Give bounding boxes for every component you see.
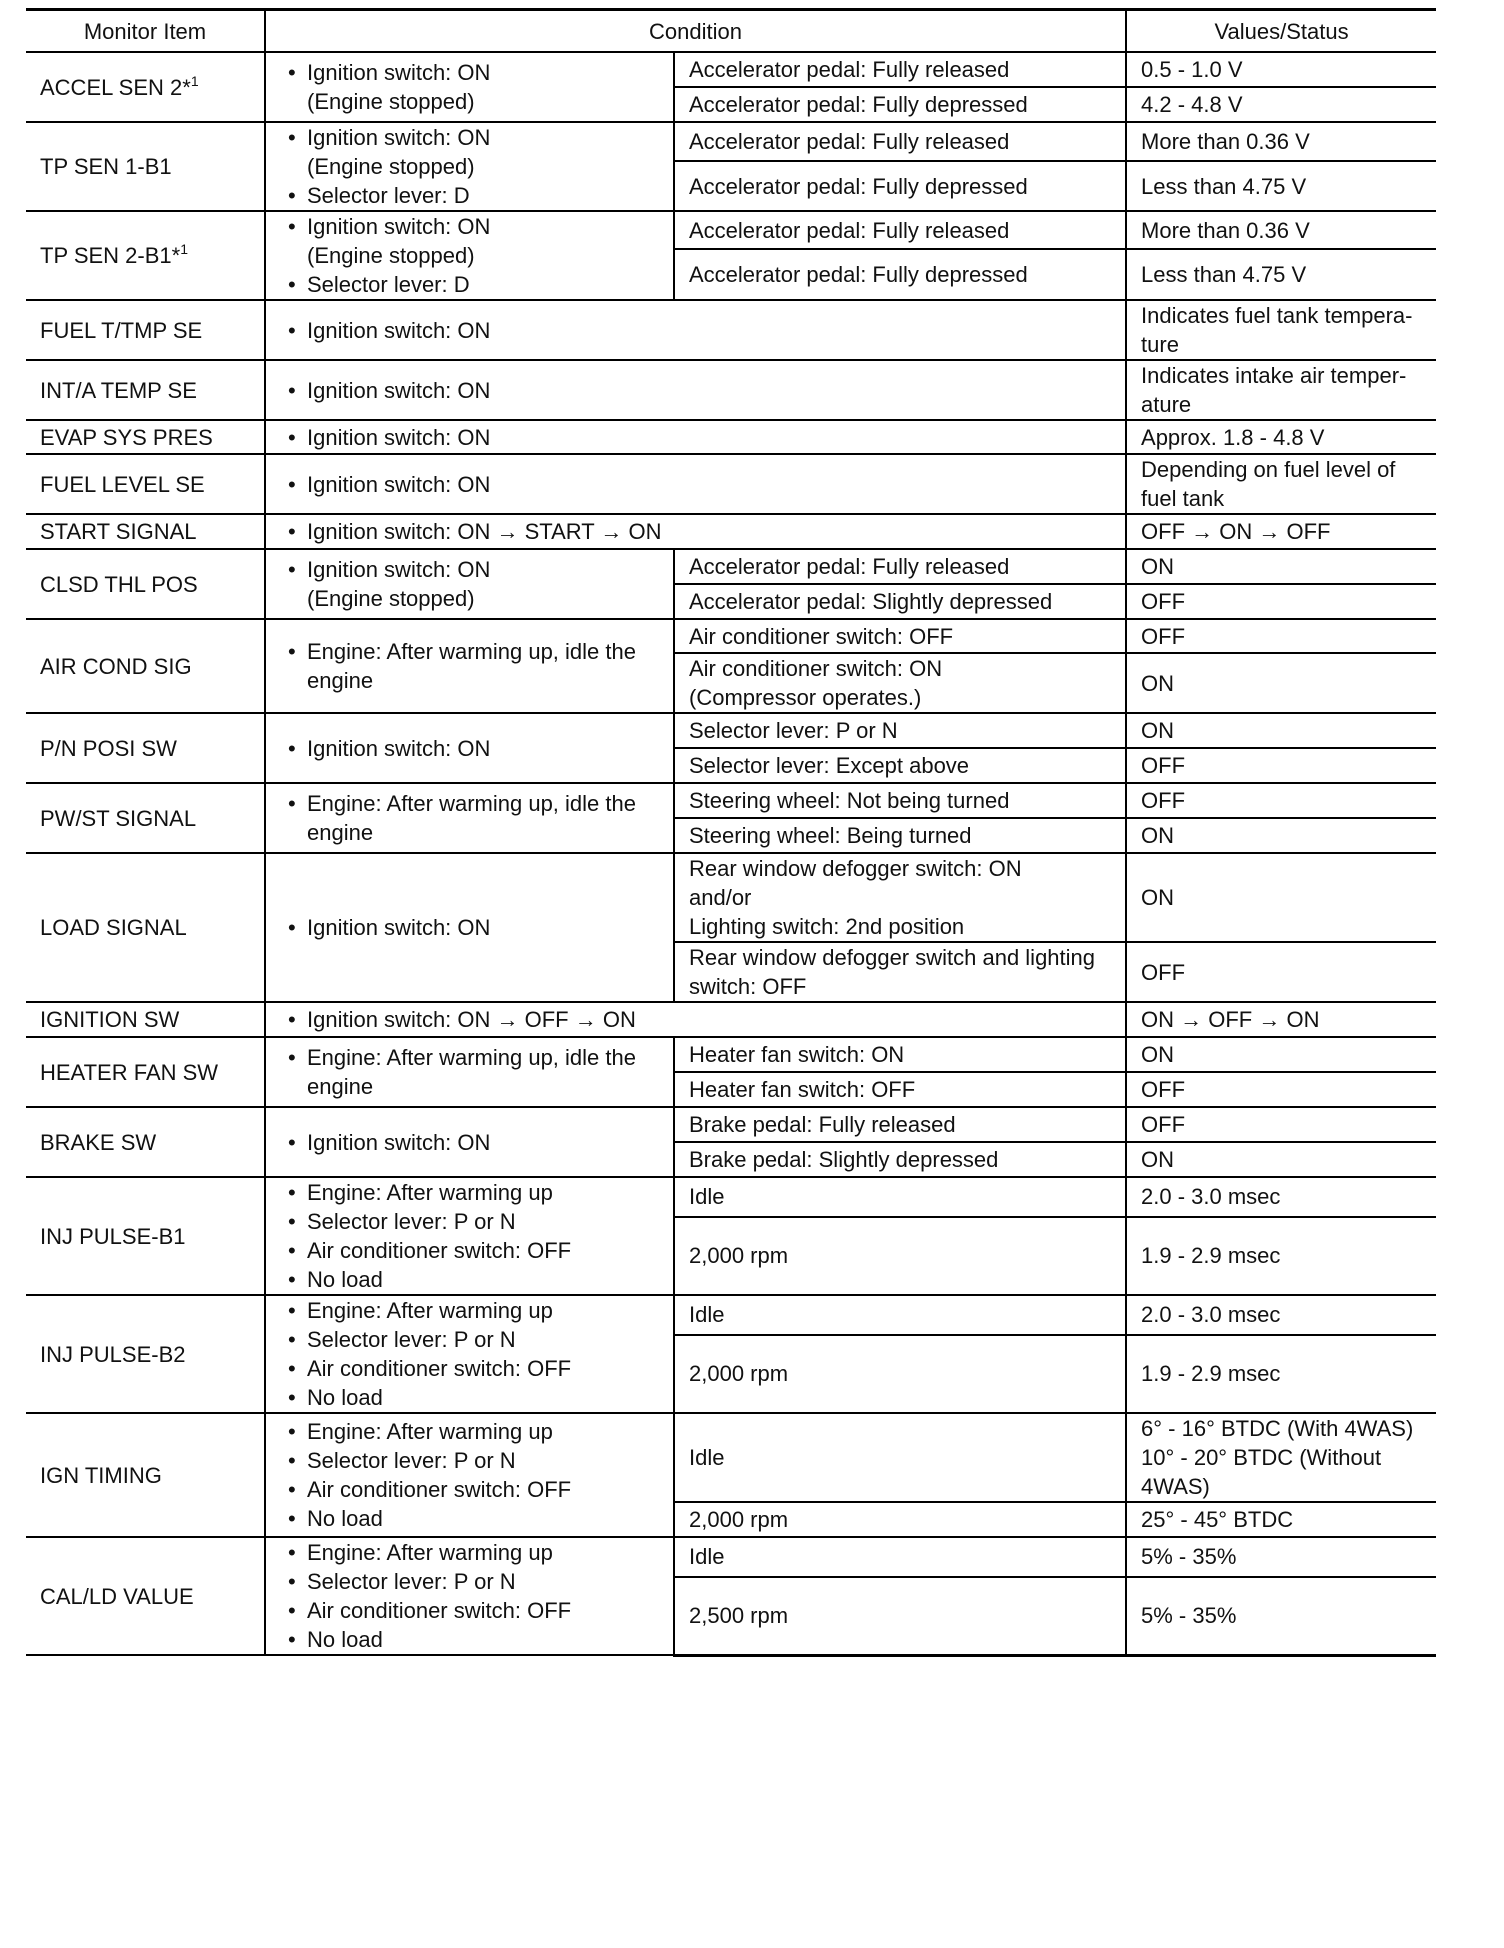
value-cell: Less than 4.75 V [1126,161,1436,211]
monitor-item-label: IGN TIMING [40,1462,162,1488]
condition-item: • Selector lever: P or N [280,1207,659,1236]
value-cell: OFF [1126,619,1436,653]
condition-list [280,212,659,299]
monitor-item-label: AIR COND SIG [40,653,192,679]
monitor-item-cell [26,619,265,713]
condition-list [280,1005,1111,1034]
table-row [26,514,1436,549]
condition-item: • Ignition switch: ON [280,1128,659,1157]
monitor-item-label: IGNITION SW [40,1007,180,1032]
header-condition: Condition [265,10,1126,53]
value-cell: 6° - 16° BTDC (With 4WAS) 10° - 20° BTDC (Without 4WAS) [1126,1413,1436,1502]
sub-condition-cell: Brake pedal: Fully released [674,1107,1126,1142]
value-cell: ON [1126,1142,1436,1177]
table-row [26,420,1436,454]
value-cell: 2.0 - 3.0 msec [1126,1295,1436,1335]
monitor-item-cell [26,211,265,300]
monitor-item-cell [26,783,265,853]
monitor-item-cell [26,549,265,619]
condition-item: • Ignition switch: ON [280,316,1111,345]
monitor-item-cell [26,1413,265,1537]
sub-condition-cell: Rear window defogger switch and lighting switch: OFF [674,942,1126,1002]
condition-cell [265,211,674,300]
monitor-item-label: ACCEL SEN 2* [40,74,191,100]
condition-cell [265,122,674,211]
monitor-item-cell [26,454,265,514]
condition-item: • Ignition switch: ON [280,734,659,763]
condition-list [280,316,1111,345]
condition-list [280,1417,659,1533]
monitor-item-cell [26,1002,265,1037]
table-row [26,619,1436,653]
value-cell: More than 0.36 V [1126,211,1436,249]
monitor-item-label: INJ PULSE-B2 [40,1341,186,1367]
header-monitor-item: Monitor Item [26,10,265,53]
monitor-item-cell [26,420,265,454]
sub-condition-cell: Idle [674,1177,1126,1217]
monitor-item-label: CLSD THL POS [40,571,198,597]
condition-item: • Selector lever: P or N [280,1567,659,1596]
condition-item: • Air conditioner switch: OFF [280,1475,659,1504]
value-cell: 25° - 45° BTDC [1126,1502,1436,1537]
monitor-item-label: BRAKE SW [40,1129,157,1155]
condition-cell [265,549,674,619]
monitor-spec-table [26,8,1436,1657]
table-row [26,1537,1436,1577]
condition-item: • Air conditioner switch: OFF [280,1354,659,1383]
sub-condition-cell: Accelerator pedal: Fully released [674,122,1126,161]
header-values-status: Values/Status [1126,10,1436,53]
condition-item: • No load [280,1265,659,1294]
value-cell: Less than 4.75 V [1126,249,1436,300]
monitor-item-cell [26,1107,265,1177]
condition-item: • Ignition switch: ON (Engine stopped) [280,555,659,613]
condition-item: • Ignition switch: ON [280,423,1111,452]
monitor-item-label: FUEL LEVEL SE [40,471,205,497]
condition-item: • Engine: After warming up [280,1417,659,1446]
value-cell: More than 0.36 V [1126,122,1436,161]
value-cell: 5% - 35% [1126,1577,1436,1655]
table-row [26,549,1436,584]
condition-list [280,1128,659,1157]
footnote-mark: 1 [180,241,189,257]
condition-item: • Engine: After warming up, idle the engine [280,789,659,847]
condition-item: • Ignition switch: ON (Engine stopped) [280,212,659,270]
sub-condition-cell: 2,500 rpm [674,1577,1126,1655]
table-row [26,1107,1436,1142]
sub-condition-cell: Selector lever: P or N [674,713,1126,748]
condition-cell [265,52,674,122]
table-row [26,783,1436,818]
table-row [26,300,1436,360]
condition-item: • Engine: After warming up, idle the engine [280,637,659,695]
monitor-item-label: INJ PULSE-B1 [40,1223,186,1249]
condition-list [280,637,659,695]
condition-item: • Selector lever: P or N [280,1446,659,1475]
sub-condition-cell: 2,000 rpm [674,1502,1126,1537]
condition-list [280,123,659,210]
condition-list [280,517,1111,546]
value-cell: 5% - 35% [1126,1537,1436,1577]
condition-list [280,734,659,763]
condition-cell [265,713,674,783]
condition-item: • Ignition switch: ON (Engine stopped) [280,58,659,116]
table-row [26,713,1436,748]
condition-item: • Ignition switch: ON (Engine stopped) [280,123,659,181]
condition-cell [265,1107,674,1177]
condition-list [280,1296,659,1412]
condition-list [280,913,659,942]
sub-condition-cell: Air conditioner switch: ON (Compressor operates.) [674,653,1126,713]
condition-list [280,789,659,847]
sub-condition-cell: Accelerator pedal: Fully depressed [674,249,1126,300]
table-row [26,360,1436,420]
value-cell: 1.9 - 2.9 msec [1126,1335,1436,1413]
condition-cell [265,454,1126,514]
sub-condition-cell: 2,000 rpm [674,1217,1126,1295]
monitor-item-cell [26,52,265,122]
monitor-item-label: TP SEN 2-B1* [40,243,181,268]
sub-condition-cell: Brake pedal: Slightly depressed [674,1142,1126,1177]
table-row [26,454,1436,514]
condition-item: • Selector lever: D [280,181,659,210]
monitor-item-cell [26,360,265,420]
condition-item: • Ignition switch: ON [280,376,1111,405]
condition-item: • Engine: After warming up [280,1296,659,1325]
monitor-item-label: EVAP SYS PRES [40,424,213,450]
monitor-item-label: FUEL T/TMP SE [40,317,203,343]
value-cell: OFF [1126,1107,1436,1142]
monitor-item-cell [26,514,265,549]
sub-condition-cell: Accelerator pedal: Fully released [674,211,1126,249]
sub-condition-cell: Idle [674,1413,1126,1502]
condition-cell [265,514,1126,549]
value-cell: 0.5 - 1.0 V [1126,52,1436,87]
sub-condition-cell: Air conditioner switch: OFF [674,619,1126,653]
sub-condition-cell: Accelerator pedal: Fully released [674,549,1126,584]
value-cell: ON → OFF → ON [1126,1002,1436,1037]
monitor-item-cell [26,853,265,1002]
monitor-item-cell [26,300,265,360]
sub-condition-cell: Accelerator pedal: Fully depressed [674,87,1126,122]
sub-condition-cell: Heater fan switch: OFF [674,1072,1126,1107]
sub-condition-cell: Steering wheel: Not being turned [674,783,1126,818]
monitor-item-label: START SIGNAL [40,519,197,544]
condition-cell [265,1177,674,1295]
value-cell: ON [1126,1037,1436,1072]
value-cell: ON [1126,549,1436,584]
header-row [26,10,1436,53]
condition-cell [265,1037,674,1107]
condition-item: • Ignition switch: ON [280,470,1111,499]
value-cell: Indicates fuel tank tempera- ture [1126,300,1436,360]
monitor-item-cell [26,122,265,211]
condition-item: • No load [280,1625,659,1654]
condition-cell [265,1413,674,1537]
value-cell: 4.2 - 4.8 V [1126,87,1436,122]
condition-list [280,423,1111,452]
condition-item: • Engine: After warming up, idle the engine [280,1043,659,1101]
monitor-item-label: HEATER FAN SW [40,1059,219,1085]
value-cell: Depending on fuel level of fuel tank [1126,454,1436,514]
sub-condition-cell: Heater fan switch: ON [674,1037,1126,1072]
monitor-item-label: INT/A TEMP SE [40,377,197,403]
value-cell: 1.9 - 2.9 msec [1126,1217,1436,1295]
condition-list [280,1043,659,1101]
value-cell: ON [1126,713,1436,748]
table-row [26,1002,1436,1037]
value-cell: OFF [1126,584,1436,619]
sub-condition-cell: Accelerator pedal: Fully released [674,52,1126,87]
value-cell: ON [1126,853,1436,942]
sub-condition-cell: Rear window defogger switch: ON and/or Lighting switch: 2nd position [674,853,1126,942]
condition-cell [265,1002,1126,1037]
condition-cell [265,360,1126,420]
table-row [26,853,1436,942]
monitor-item-label: P/N POSI SW [40,735,177,761]
value-cell: Indicates intake air temper- ature [1126,360,1436,420]
value-cell: ON [1126,653,1436,713]
condition-cell [265,619,674,713]
condition-cell [265,783,674,853]
condition-item: • No load [280,1504,659,1533]
sub-condition-cell: Idle [674,1537,1126,1577]
table-row [26,1413,1436,1502]
condition-item: • Engine: After warming up [280,1178,659,1207]
value-cell: Approx. 1.8 - 4.8 V [1126,420,1436,454]
table-row [26,1037,1436,1072]
condition-cell [265,300,1126,360]
condition-item: • Ignition switch: ON → START → ON [280,517,1111,546]
value-cell: OFF [1126,942,1436,1002]
condition-item: • Ignition switch: ON → OFF → ON [280,1005,1111,1034]
monitor-item-cell [26,1177,265,1295]
condition-item: • Ignition switch: ON [280,913,659,942]
sub-condition-cell: Selector lever: Except above [674,748,1126,783]
condition-item: • Selector lever: D [280,270,659,299]
condition-cell [265,420,1126,454]
condition-list [280,1538,659,1654]
table-row [26,1295,1436,1335]
value-cell: ON [1126,818,1436,853]
condition-cell [265,1295,674,1413]
footnote-mark: 1 [190,72,199,89]
condition-list [280,470,1111,499]
condition-item: • Selector lever: P or N [280,1325,659,1354]
table-row [26,211,1436,249]
value-cell: OFF → ON → OFF [1126,514,1436,549]
value-cell: OFF [1126,1072,1436,1107]
condition-item: • Air conditioner switch: OFF [280,1236,659,1265]
monitor-item-label: LOAD SIGNAL [40,915,187,940]
condition-item: • Air conditioner switch: OFF [280,1596,659,1625]
monitor-item-cell [26,1037,265,1107]
condition-cell [265,853,674,1002]
sub-condition-cell: Idle [674,1295,1126,1335]
table-row [26,122,1436,161]
value-cell: OFF [1126,783,1436,818]
monitor-item-cell [26,1537,265,1655]
condition-item: • No load [280,1383,659,1412]
condition-list [280,555,659,613]
monitor-item-label: PW/ST SIGNAL [40,805,197,831]
condition-list [280,376,1111,405]
condition-item: • Engine: After warming up [280,1538,659,1567]
sub-condition-cell: Steering wheel: Being turned [674,818,1126,853]
table-row [26,1177,1436,1217]
monitor-item-cell [26,1295,265,1413]
value-cell: OFF [1126,748,1436,783]
condition-list [280,58,659,116]
condition-cell [265,1537,674,1655]
monitor-item-label: TP SEN 1-B1 [40,154,172,179]
sub-condition-cell: Accelerator pedal: Fully depressed [674,161,1126,211]
table-row [26,52,1436,87]
condition-list [280,1178,659,1294]
monitor-item-cell [26,713,265,783]
sub-condition-cell: 2,000 rpm [674,1335,1126,1413]
sub-condition-cell: Accelerator pedal: Slightly depressed [674,584,1126,619]
value-cell: 2.0 - 3.0 msec [1126,1177,1436,1217]
monitor-item-label: CAL/LD VALUE [40,1583,194,1609]
